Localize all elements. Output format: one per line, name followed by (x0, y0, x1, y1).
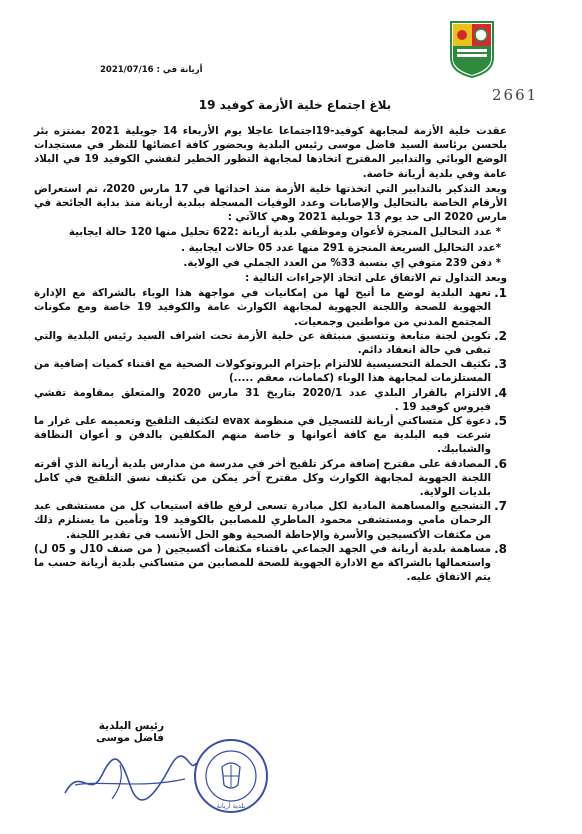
reference-number: 2661 (492, 86, 539, 104)
decision-number: 1. (494, 286, 507, 301)
handwritten-signature (60, 745, 200, 805)
decision-number: 8. (494, 541, 507, 556)
decision-item (34, 542, 507, 585)
review-paragraph: وبعد التذكير بالتدابير التي اتخذتها خلية الأزمة منذ احداثها في 17 مارس 2020، تم استعراض الأرقام الخاصة بالتحاليل والإصابات وعدد الوفيات المسجلة ببلدية أريانة منذ بداية الجائحة في مارس 2020 الى حد يوم 13 جويلية 2021 وهي كالآتي : (34, 182, 507, 224)
decision-text: تكوين لجنة متابعة وتنسيق منبثقة عن خلية الأزمة تحت اشراف السيد رئيس البلدية والتي تبقى في حالة انعقاد دائم. (34, 329, 491, 357)
decision-text: تكثيف الحملة التحسيسية للالتزام بإحترام البروتوكولات الصحية مع اقتناء كميات إضافية من المستلزمات لمجابهة هذا الوباء (كمامات، معقم .....) (34, 358, 491, 385)
decision-number: 2. (494, 328, 507, 343)
stamp-text: بلدية أريانة (216, 802, 246, 810)
decision-text: دعوة كل متساكني أريانة للتسجيل في منظومة evax لتكثيف التلقيح وتعميمه على غرار ما شرعت فيه البلدية مع كافة أعوانها و خاصة منهم المكلفين بالدفن و أعوان النظافة والشبابيك. (34, 415, 492, 456)
decision-item (34, 414, 507, 457)
decision-item (34, 499, 507, 542)
document-body (34, 124, 507, 585)
document-title: بلاغ اجتماع خلية الأزمة كوفيد 19 (198, 98, 392, 112)
decision-number: 4. (494, 385, 507, 400)
decisions-intro: وبعد التداول تم الاتفاق على اتخاذ الإجراءات التالية : (245, 272, 507, 285)
decision-text: مساهمة بلدية أريانة في الجهد الجماعي باقتناء مكثفات أكسيجين ( من صنف 10ل و 05 ل) واستعمالها بالشراكة مع الادارة الجهوية للصحة للمصابين من متساكني بلدية أريانة حسب ما يتم الاتفاق عليه. (34, 542, 491, 584)
stat-item: *عدد التحاليل السريعة المنجزة 291 منها عدد 05 حالات ايجابية . (181, 241, 501, 254)
decision-item (34, 357, 507, 385)
signatory-role: رئيس البلدية (98, 720, 165, 732)
stat-item: * عدد التحاليل المنجزة لأعوان وموظفي بلدية أريانة :622 تحليل منها 120 حالة ايجابية (68, 226, 501, 239)
decision-text: الالتزام بالقرار البلدي عدد 2020/1 بتاريخ 31 مارس 2020 والمتعلق بمقاومة تفشي فيروس كوفيد 19 . (34, 386, 491, 413)
decision-number: 7. (494, 499, 507, 514)
decision-number: 6. (494, 456, 507, 471)
signature-block (96, 720, 164, 744)
decision-text: المصادقة على مقترح إضافة مركز تلقيح أخر في مدرسة من مدارس بلدية أريانة الذي أقرته اللجنة الجهوية لمجابهة الكوارث وكل مقترح آخر يمكن من تكثيف نسق التلقيح في كامل بلديات الولاية. (34, 457, 491, 499)
stat-item: * دفن 239 متوفي إي بنسبة 33% من العدد الجملي في الولاية. (183, 256, 501, 269)
intro-paragraph: عقدت خلية الأزمة لمجابهة كوفيد-19اجتماعا عاجلا يوم الأربعاء 14 جويلية 2021 بمنتزه بئر بلحسن برئاسة السيد فاضل موسى رئيس البلدية وبحضور كافة اعضائها للنظر في مستجدات الوضع الوبائي والتدابير المقترح اتخاذها لمجابهة التطور الخطير لتفشي الكوفيد 19 في البلاد عامة وفي بلدية أريانة خاصة. (34, 125, 508, 180)
decision-item (34, 329, 507, 357)
document-date: أريانة في : 2021/07/16 (100, 65, 203, 75)
official-stamp (192, 737, 270, 815)
decision-item (34, 386, 507, 414)
decision-item (34, 457, 507, 500)
decision-text: التشجيع والمساهمة المادية لكل مبادرة تسعى لرفع طاقة استيعاب كل من مستشفى عبد الرحمان مامي ومستشفى محمود الماطري للمصابين بالكوفيد 19 وتأمين ما يستلزم ذلك من مكثفات الأكسيجين والأسرة والإحاطة الصحية وهو الحل الأنسب في تقدير اللجنة. (34, 500, 491, 541)
decision-item (34, 286, 507, 329)
municipality-emblem (449, 20, 495, 78)
decision-number: 3. (494, 357, 507, 372)
decision-text: تعهد البلدية لوضع ما أتيح لها من إمكانيات في مواجهة هذا الوباء بالشراكة مع الإدارة الجهوية للصحة واللجنة الجهوية لمجابهة الكوارث عامة والكوفيد 19 خاصة ومع مكونات المجتمع المدني من مواطنين وجمعيات. (34, 287, 491, 328)
decision-number: 5. (494, 414, 507, 429)
signatory-name: فاضل موسى (96, 732, 165, 744)
